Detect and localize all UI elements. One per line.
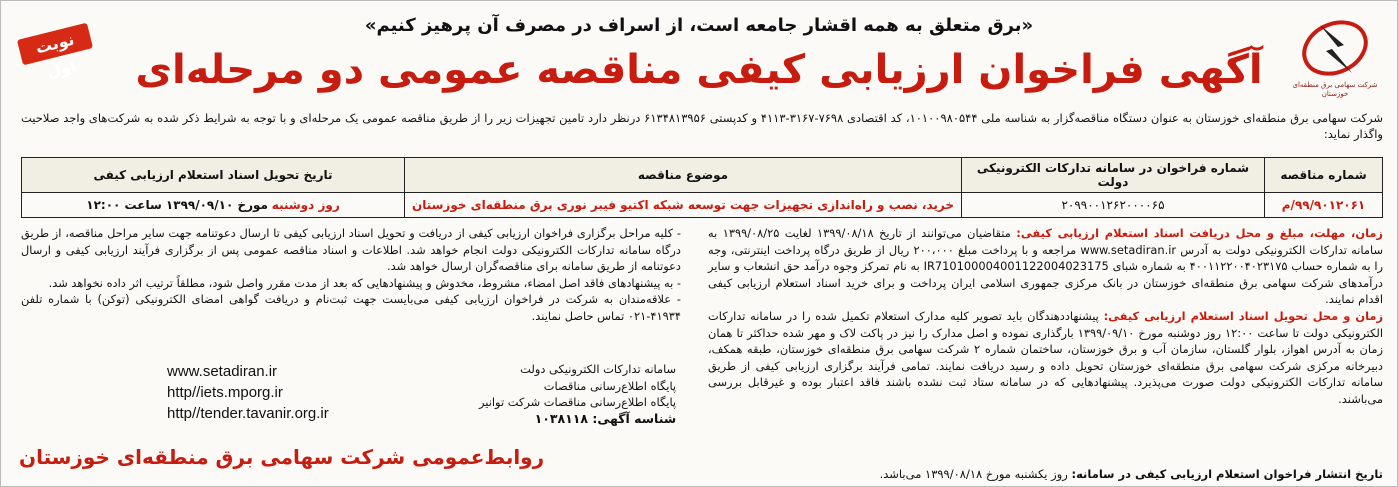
receive-body: متقاضیان می‌توانند از تاریخ ۱۳۹۹/۰۸/۱۸ لغایت ۱۳۹۹/۰۸/۲۵ به سامانه تدارکات الکترونیکی دولت به آدرس www.setadiran.ir مراجعه و با پرداخت مبلغ ۲۰۰،۰۰۰ ریال از طریق درگاه پرداخت اینترنتی، وجه را به شماره حساب ۴۰۰۱۱۲۲۰۰۴۰۲۳۱۷۵ به شماره شبای IR710100004001122004023175 به نام تمرکز وجوه درآمد حق انشعاب و سایر درآمدهای شرکت سهامی برق منطقه‌ای خوزستان در بانک مرکزی جمهوری اسلامی ایران پرداخت و برای خرید اسناد استعلام ارزیابی کیفی اقدام نمایند. [708,226,1384,307]
link-setadiran[interactable]: www.setadiran.ir [167,363,278,380]
paragraph-deliver [708,308,1383,408]
portal-tavanir: پایگاه اطلاع‌رسانی مناقصات شرکت توانیر [479,395,677,410]
deliver-title: زمان و محل تحویل اسناد استعلام ارزیابی کیفی: [1103,308,1384,323]
tender-table [21,157,1383,218]
publisher-signature: روابط‌عمومی شرکت سهامی برق منطقه‌ای خوزستان [19,445,545,469]
deliver-body: پیشنهاددهندگان باید تصویر کلیه مدارک استعلام تکمیل شده را در سامانه تدارکات الکترونیکی دولت تا ساعت ۱۲:۰۰ روز دوشنبه مورخ ۱۳۹۹/۰۹/۱۰ بارگذاری نموده و اصل مدارک را نیز در پاکت لاک و مهر شده حداکثر تا همان زمان به آدرس اهواز، بلوار گلستان، سازمان آب و برق خوزستان، ساختمان شماره ۲ شرکت سهامی برق منطقه‌ای خوزستان، طبقه همکف، دبیرخانه مرکزی شرکت سهامی برق منطقه‌ای خوزستان تحویل داده و رسید دریافت نمایند. تمامی فرآیند برگزاری ارزیابی کیفی از طریق سامانه تدارکات الکترونیکی دولت صورت می‌پذیرد. پیشنهادهایی که در سامانه ستاد ثبت نشده باشند فاقد اعتبار بوده و غیرقابل بررسی می‌باشند. [708,308,1383,406]
note-process: - کلیه مراحل برگزاری فراخوان ارزیابی کیفی از دریافت و تحویل اسناد ارزیابی کیفی تا ارسال دعوتنامه جهت سایر مراحل مناقصه، از طریق درگاه سامانه تدارکات الکترونیکی دولت انجام خواهد شد. اطلاعات و اسناد مناقصه عمومی پس از برگزاری فرآیند ارزیابی کیفی و ارسال دعوتنامه از طریق سامانه برای مناقصه‌گران ارسال خواهد شد. [21,226,681,274]
slogan: «برق متعلق به همه اقشار جامعه است، از اسراف در مصرف آن پرهیز کنیم» [364,15,1034,36]
portal-setad: سامانه تدارکات الکترونیکی دولت [520,362,677,376]
link-tavanir[interactable]: http//tender.tavanir.org.ir [167,405,329,422]
paragraph-receive [708,225,1383,308]
table-row [22,193,1383,218]
intro-text: شرکت سهامی برق منطقه‌ای خوزستان به عنوان دستگاه مناقصه‌گزار به شناسه ملی ۱۰۱۰۰۹۸۰۵۴۴، کد اقتصادی ۷۶۹۸-۳۱۶۷-۴۱۱۳ و کدپستی ۶۱۳۴۸۱۳۹۵۶ درنظر دارد تامین تجهیزات زیر را از طریق مناقصه عمومی یک مرحله‌ای و با توجه به شرایط ذکر شده به شرکت‌های واجد صلاحیت واگذار نماید: [21,111,1384,141]
website-links [167,361,329,424]
header-subject: موضوع مناقصه [405,158,962,193]
publish-date-value: روز یکشنبه مورخ ۱۳۹۹/۰۸/۱۸ می‌باشد. [879,467,1068,481]
page-title: آگهی فراخوان ارزیابی کیفی مناقصه عمومی دو مرحله‌ای [135,47,1263,93]
note-invalid: - به پیشنهادهای فاقد اصل امضاء، مشروط، مخدوش و پیشنهادهایی که بعد از مدت مقرر واصل شود، مطلقاً ترتیب اثر داده نخواهد شد. [48,275,681,290]
portal-names [479,361,676,427]
round-badge: نوبت اول [17,23,93,66]
cell-deadline [22,193,405,218]
header-call-no: شماره فراخوان در سامانه تدارکات الکترونیکی دولت [962,158,1265,193]
header-tender-no: شماره مناقصه [1265,158,1383,193]
table-header-row [22,158,1383,193]
publish-date-label: تاریخ انتشار فراخوان استعلام ارزیابی کیفی در سامانه: [1071,467,1383,481]
ad-id [479,411,676,428]
deadline-rest: مورخ ۱۳۹۹/۰۹/۱۰ ساعت ۱۲:۰۰ [86,198,268,212]
ad-id-label: شناسه آگهی: [592,410,677,426]
cell-tender-no: ۹۹/۹۰۱۲۰۶۱/م [1265,193,1383,218]
left-column [21,225,681,325]
deadline-day: روز دوشنبه [271,198,340,212]
receive-title: زمان، مهلت، مبلغ و محل دریافت اسناد استعلام ارزیابی کیفی: [1016,226,1383,240]
header-deadline: تاریخ تحویل اسناد استعلام ارزیابی کیفی [22,158,405,193]
cell-call-no: ۲۰۹۹۰۰۱۲۶۲۰۰۰۰۶۵ [962,193,1265,218]
link-iets[interactable]: http//iets.mporg.ir [167,384,283,401]
publish-date [880,467,1383,481]
logo-caption: شرکت سهامی برق منطقه‌ای خوزستان [1292,81,1378,98]
cell-subject: خرید، نصب و راه‌اندازی تجهیزات جهت توسعه شبکه اکتیو فیبر نوری برق منطقه‌ای خوزستان [405,193,962,218]
right-column [708,225,1383,408]
note-token: - علاقه‌مندان به شرکت در فراخوان ارزیابی کیفی می‌بایست جهت ثبت‌نام و دریافت گواهی امضای الکترونیکی (توکن) با شماره تلفن ۴۱۹۳۴-۰۲۱ تماس حاصل نمایند. [21,292,681,323]
portal-tenders: پایگاه اطلاع‌رسانی مناقصات [543,378,677,393]
ad-id-value: ۱۰۳۸۱۱۸ [534,410,588,426]
